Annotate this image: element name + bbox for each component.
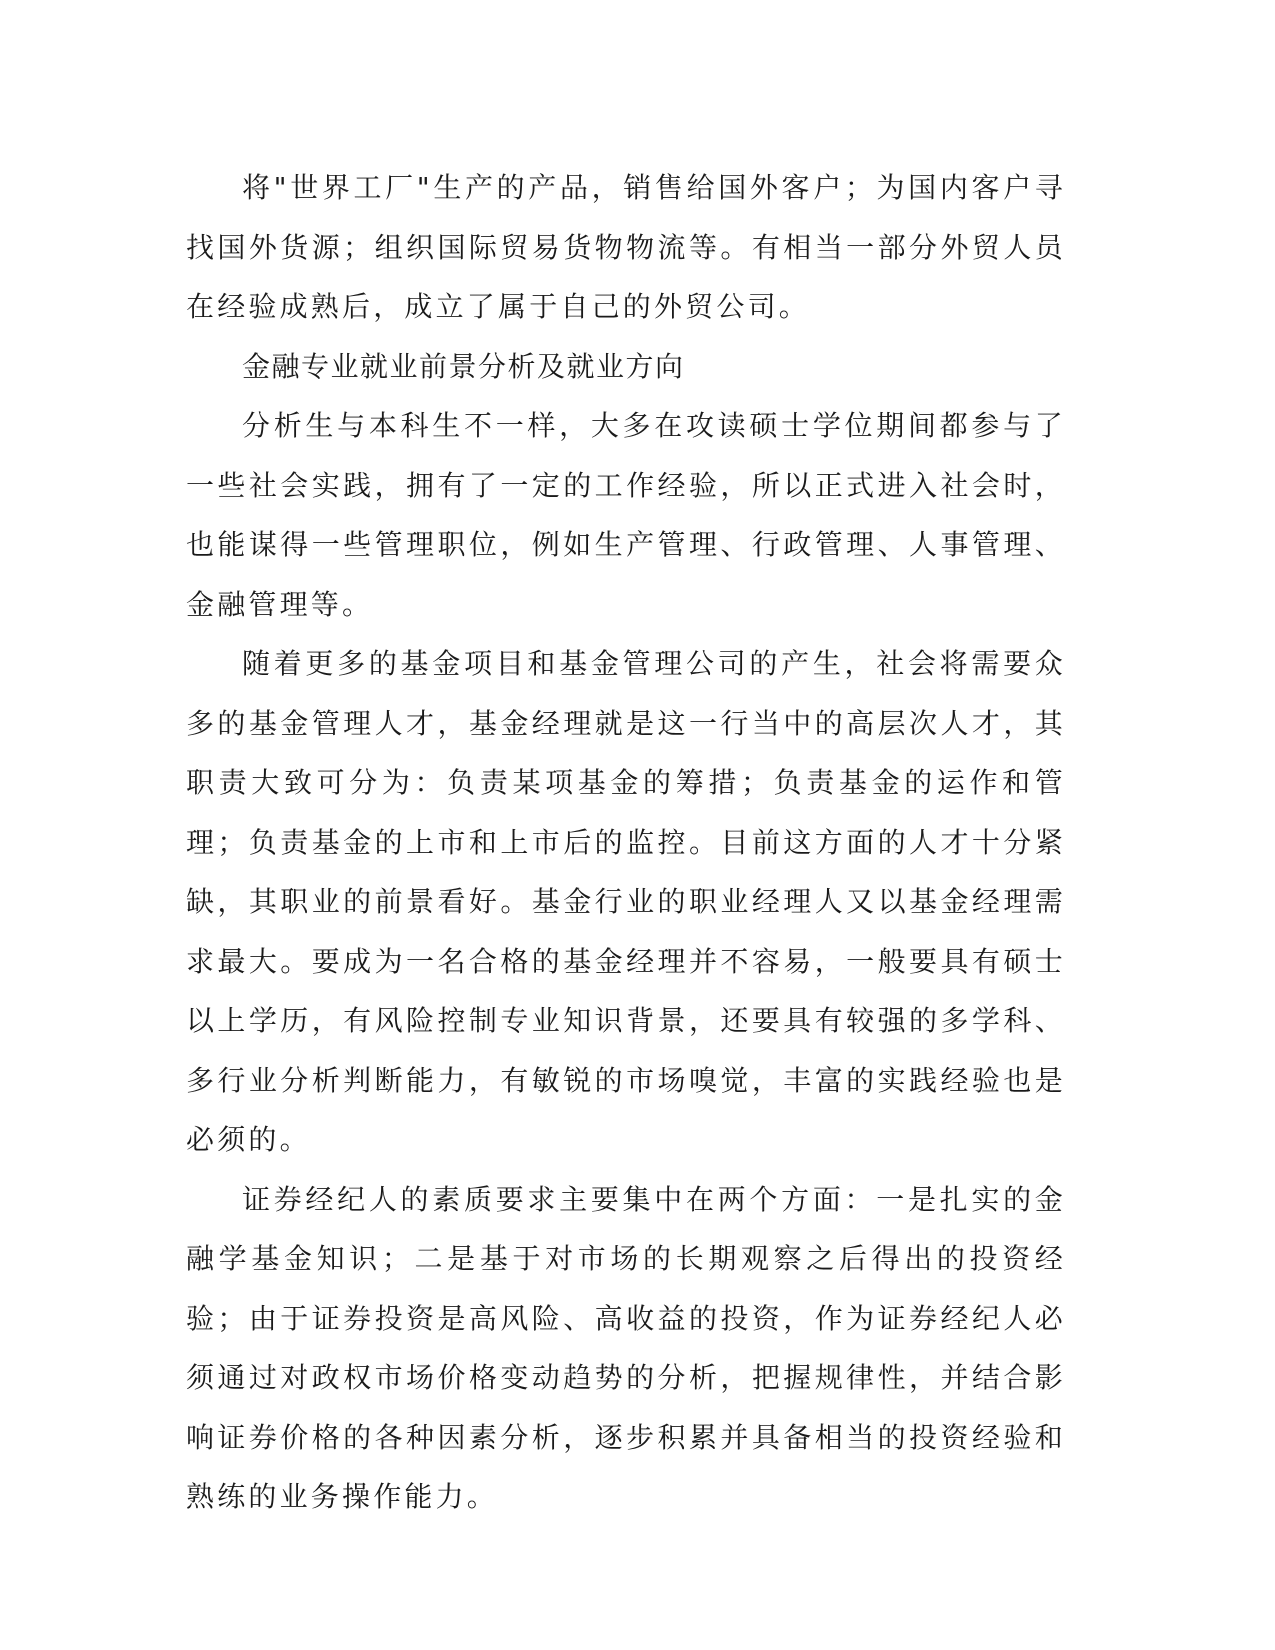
paragraph-fund-manager: 随着更多的基金项目和基金管理公司的产生，社会将需要众多的基金管理人才，基金经理就是这一行当中的高层次人才，其职责大致可分为：负责某项基金的筹措；负责基金的运作和管理；负责基金的上市和上市后的监控。目前这方面的人才十分紧缺，其职业的前景看好。基金行业的职业经理人又以基金经理需求最大。要成为一名合格的基金经理并不容易，一般要具有硕士以上学历，有风险控制专业知识背景，还要具有较强的多学科、多行业分析判断能力，有敏锐的市场嗅觉，丰富的实践经验也是必须的。 [186, 647, 1066, 1156]
section-heading: 金融专业就业前景分析及就业方向 [242, 349, 685, 383]
document-body [186, 158, 1066, 1527]
paragraph-securities-broker: 证券经纪人的素质要求主要集中在两个方面：一是扎实的金融学基金知识；二是基于对市场的长期观察之后得出的投资经验；由于证券投资是高风险、高收益的投资，作为证券经纪人必须通过对政权市场价格变动趋势的分析，把握规律性，并结合影响证券价格的各种因素分析，逐步积累并具备相当的投资经验和熟练的业务操作能力。 [186, 1182, 1066, 1513]
paragraph-graduate-students: 分析生与本科生不一样，大多在攻读硕士学位期间都参与了一些社会实践，拥有了一定的工作经验，所以正式进入社会时，也能谋得一些管理职位，例如生产管理、行政管理、人事管理、金融管理等。 [186, 409, 1066, 621]
paragraph-foreign-trade: 将"世界工厂"生产的产品，销售给国外客户；为国内客户寻找国外货源；组织国际贸易货物物流等。有相当一部分外贸人员在经验成熟后，成立了属于自己的外贸公司。 [186, 171, 1066, 323]
